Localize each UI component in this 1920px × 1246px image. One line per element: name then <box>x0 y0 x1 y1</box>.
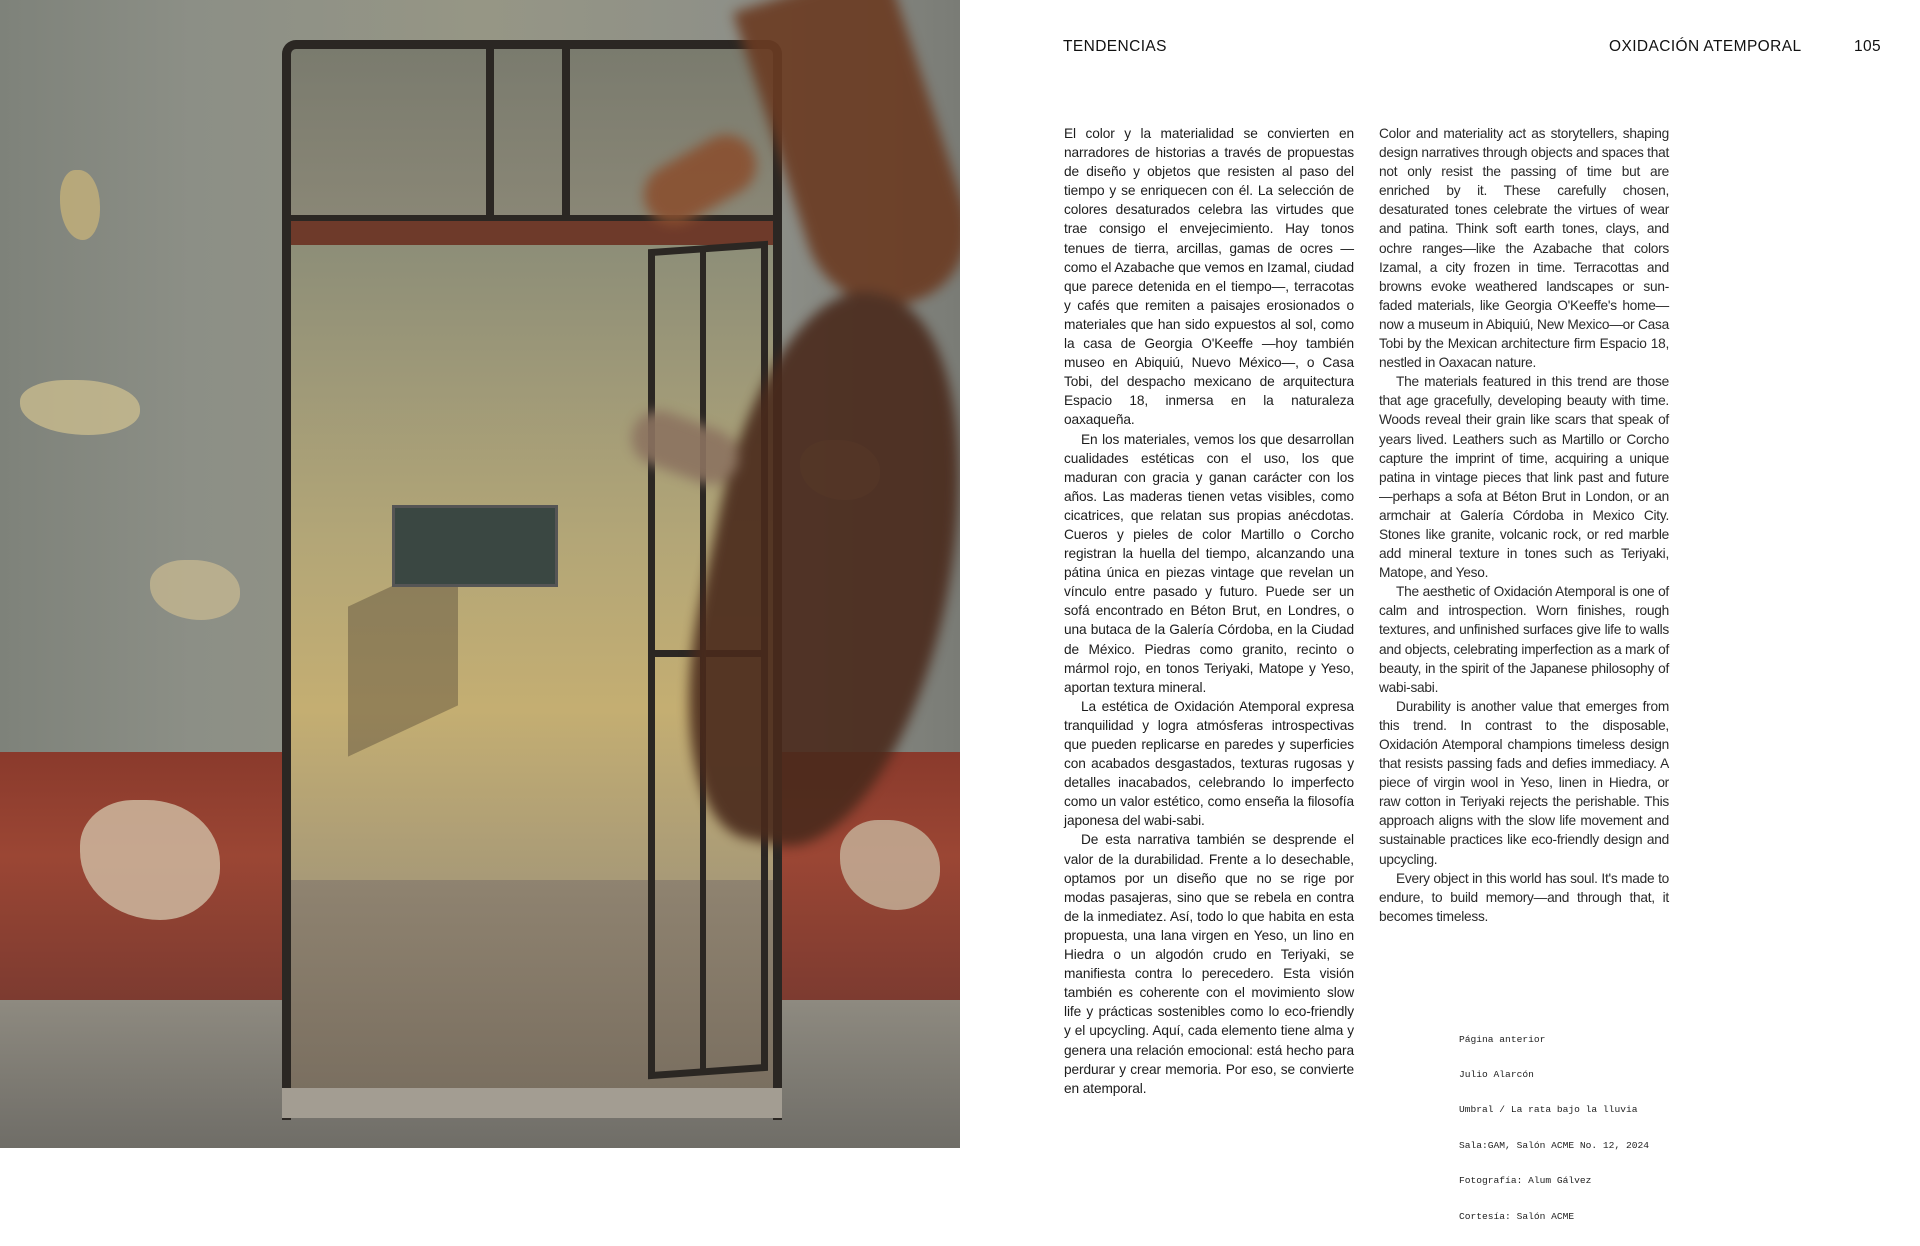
paragraph: En los materiales, vemos los que desarrollan cualidades estéticas con el uso, los que maduran con gracia y ganan carácter con los años. Las maderas tienen vetas visibles, como cicatrices, que relatan sus propias anécdotas. Cueros y pieles de color Martillo o Corcho registran la huella del tiempo, alcanzando una pátina única en piezas vintage que revelan un vínculo entre pasado y futuro. Puede ser un sofá encontrado en Béton Brut, en Londres, o una butaca de la Galería Córdoba, en la Ciudad de México. Piedras como granito, recinto o mármol rojo, en tonos Teriyaki, Matope y Yeso, aportan textura mineral. <box>1064 431 1354 695</box>
credit-line: Sala:GAM, Salón ACME No. 12, 2024 <box>1459 1139 1649 1151</box>
photo-threshold <box>282 1088 782 1118</box>
page-number: 105 <box>1854 38 1882 55</box>
paragraph: Color and materiality act as storytellers, shaping design narratives through objects and spaces that not only resist the passing of time but are enriched by it. These carefully chosen, desaturated tones celebrate the virtues of wear and patina. Think soft earth tones, clays, and ochre ranges—like the Azabache that colors Izamal, a city frozen in time. Terracottas and browns evoke weathered landscapes or sun-faded materials, like Georgia O'Keeffe's home—now a museum in Abiquiú, New Mexico—or Casa Tobi by the Mexican architecture firm Espacio 18, nestled in Oaxacan nature. <box>1379 126 1669 371</box>
paragraph: The materials featured in this trend are those that age gracefully, developing beauty with time. Woods reveal their grain like scars that speak of years lived. Leathers such as Martillo or Corcho capture the imprint of time, acquiring a unique patina in vintage pieces that link past and future—perhaps a sofa at Béton Brut in London, or an armchair at Galería Córdoba in Mexico City. Stones like granite, volcanic rock, or red marble add mineral texture in tones such as Teriyaki, Matope, and Yeso. <box>1379 374 1669 581</box>
article-title: OXIDACIÓN ATEMPORAL <box>1609 38 1802 55</box>
photo-plaster-patch <box>20 380 140 435</box>
paragraph: De esta narrativa también se desprende el valor de la durabilidad. Frente a lo desechable, optamos por un diseño que no se rige por modas pasajeras, sino que se rebela en contra de la inmediatez. Así, todo lo que habita en esta propuesta, una lana virgen en Yeso, un lino en Hiedra o un algodón crudo en Teriyaki, se manifiesta contra lo perecedero. Esta visión también es coherente con el movimiento slow life y prácticas sostenibles como lo eco-friendly y el upcycling. Aquí, cada elemento tiene alma y genera una relación emocional: está hecho para perdurar y crear memoria. Por eso, se convierte en atemporal. <box>1064 832 1354 1096</box>
spanish-text-column <box>1064 124 1354 1098</box>
credit-line: Cortesía: Salón ACME <box>1459 1210 1575 1222</box>
credit-line: Julio Alarcón <box>1459 1068 1534 1080</box>
photograph-doorway <box>0 0 960 1148</box>
paragraph: La estética de Oxidación Atemporal expresa tranquilidad y logra atmósferas introspectivas que pueden replicarse en paredes y superficies con acabados desgastados, texturas rugosas y detalles inacabados, celebrando lo imperfecto como un valor estético, como enseña la filosofía japonesa del wabi-sabi. <box>1064 698 1354 829</box>
section-label: TENDENCIAS <box>1063 38 1167 55</box>
paragraph: El color y la materialidad se convierten en narradores de historias a través de propuestas de diseño y objetos que resisten al paso del tiempo y se enriquecen con él. La selección de colores desaturados celebra las virtudes que trae consigo el envejecimiento. Hay tonos tenues de tierra, arcillas, gamas de ocres —como el Azabache que vemos en Izamal, ciudad que parece detenida en el tiempo—, terracotas y cafés que remiten a paisajes erosionados o materiales que han sido expuestos al sol, como la casa de Georgia O'Keeffe —hoy también museo en Abiquiú, Nuevo México—, o Casa Tobi, del despacho mexicano de arquitectura Espacio 18, inmersa en la naturaleza oaxaqueña. <box>1064 126 1354 428</box>
photo-plaster-patch <box>150 560 240 620</box>
credit-line: Fotografía: Alum Gálvez <box>1459 1175 1592 1187</box>
photo-plaster-patch <box>60 170 100 240</box>
photo-credit <box>1459 1010 1649 1246</box>
credit-line: Página anterior <box>1459 1033 1546 1045</box>
paragraph: Every object in this world has soul. It's made to endure, to build memory—and through that, it becomes timeless. <box>1379 870 1669 924</box>
paragraph: Durability is another value that emerges from this trend. In contrast to the disposable, Oxidación Atemporal champions timeless design that resists passing fads and defies immediacy. A piece of virgin wool in Yeso, linen in Hiedra, or raw cotton in Teriyaki rejects the perishable. This approach aligns with the slow life movement and sustainable practices like eco-friendly design and upcycling. <box>1379 698 1669 867</box>
english-text-column <box>1379 124 1669 926</box>
credit-line: Umbral / La rata bajo la lluvia <box>1459 1104 1638 1116</box>
photo-blurred-sculpture <box>600 0 960 980</box>
paragraph: The aesthetic of Oxidación Atemporal is one of calm and introspection. Worn finishes, rough textures, and unfinished surfaces give life to walls and objects, celebrating imperfection as a mark of beauty, in the spirit of the Japanese philosophy of wabi-sabi. <box>1379 584 1669 695</box>
